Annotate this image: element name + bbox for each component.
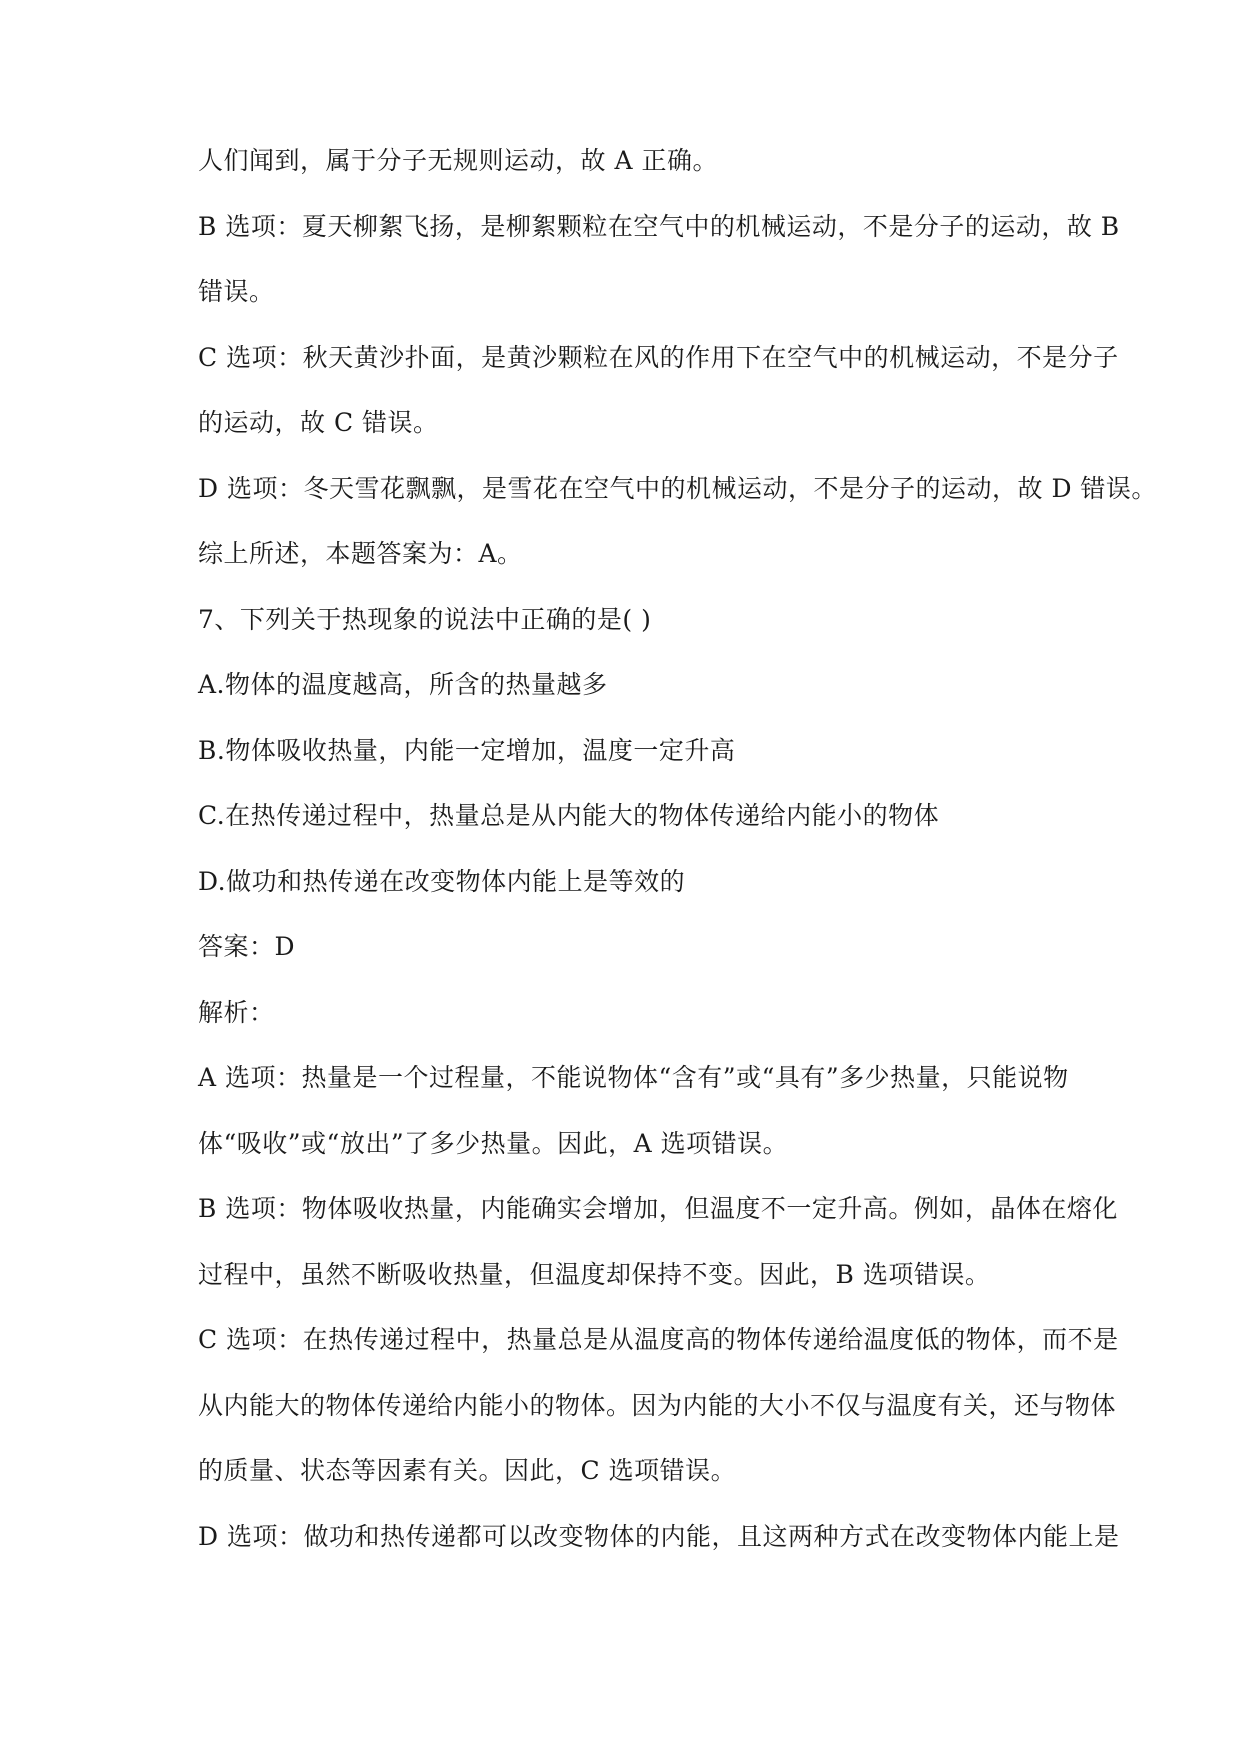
text-line-continuation-a: 人们闻到，属于分子无规则运动，故 A 正确。 — [198, 146, 718, 175]
text-line-option-b-analysis: B 选项：夏天柳絮飞扬，是柳絮颗粒在空气中的机械运动，不是分子的运动，故 B — [198, 211, 1120, 241]
text-line-option-c-analysis: C 选项：秋天黄沙扑面，是黄沙颗粒在风的作用下在空气中的机械运动，不是分子 — [198, 342, 1119, 372]
analysis-option-b: B 选项：物体吸收热量，内能确实会增加，但温度不一定升高。例如，晶体在熔化 — [198, 1194, 1118, 1223]
analysis-option-a-cont: 体“吸收”或“放出”了多少热量。因此，A 选项错误。 — [198, 1128, 789, 1158]
question-7-stem: 7、下列关于热现象的说法中正确的是( ) — [198, 604, 652, 634]
question-7-analysis-heading: 解析： — [198, 997, 275, 1027]
analysis-option-c: C 选项：在热传递过程中，热量总是从温度高的物体传递给温度低的物体，而不是 — [198, 1325, 1119, 1354]
analysis-option-d: D 选项：做功和热传递都可以改变物体的内能，且这两种方式在改变物体内能上是 — [198, 1521, 1120, 1551]
analysis-option-a: A 选项：热量是一个过程量，不能说物体“含有”或“具有”多少热量，只能说物 — [198, 1063, 1069, 1092]
analysis-option-c-cont-1: 从内能大的物体传递给内能小的物体。因为内能的大小不仅与温度有关，还与物体 — [198, 1390, 1117, 1420]
document-body — [198, 143, 1157, 1584]
analysis-option-b-cont: 过程中，虽然不断吸收热量，但温度却保持不变。因此，B 选项错误。 — [198, 1259, 991, 1289]
question-7-option-c: C.在热传递过程中，热量总是从内能大的物体传递给内能小的物体 — [198, 801, 940, 830]
question-7-answer: 答案：D — [198, 932, 296, 961]
question-7-option-d: D.做功和热传递在改变物体内能上是等效的 — [198, 866, 686, 896]
question-7-option-b: B.物体吸收热量，内能一定增加，温度一定升高 — [198, 735, 736, 765]
text-line-summary: 综上所述，本题答案为：A。 — [198, 539, 523, 568]
text-line-option-c-analysis-cont: 的运动，故 C 错误。 — [198, 408, 439, 437]
text-line-option-d-analysis: D 选项：冬天雪花飘飘，是雪花在空气中的机械运动，不是分子的运动，故 D 错误。 — [198, 473, 1157, 503]
analysis-option-c-cont-2: 的质量、状态等因素有关。因此，C 选项错误。 — [198, 1456, 737, 1485]
text-line-option-b-analysis-cont: 错误。 — [198, 277, 275, 306]
question-7-option-a: A.物体的温度越高，所含的热量越多 — [198, 670, 608, 699]
